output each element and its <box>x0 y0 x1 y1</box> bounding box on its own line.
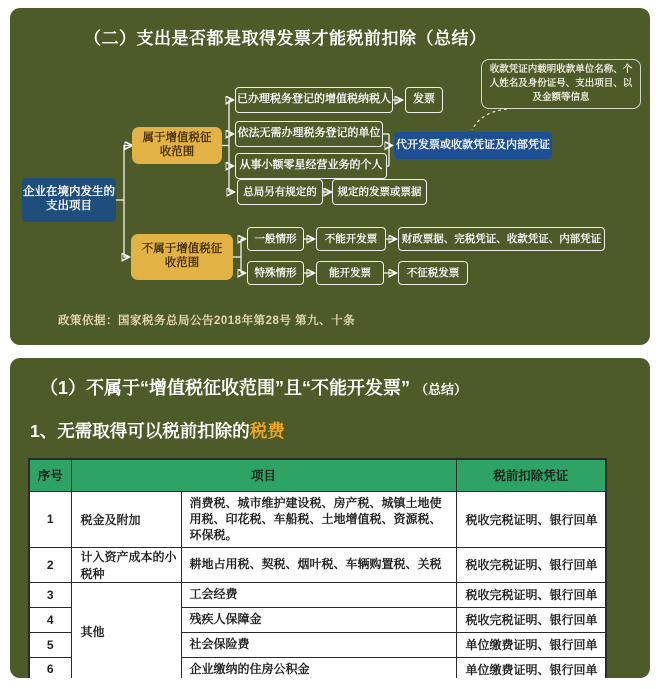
header-serial: 序号 <box>29 459 71 491</box>
receipt-note-callout: 收款凭证内载明收款单位名称、个人姓名及身份证号、支出项目、以及金额等信息 <box>481 59 641 109</box>
category-cell: 税金及附加 <box>71 491 181 547</box>
item-cell: 消费税、城市维护建设税、房产税、城镇土地使用税、印花税、车船税、土地增值税、资源税、环保税。 <box>181 491 456 547</box>
node-non-taxable-invoice: 不征税发票 <box>398 261 468 285</box>
header-project: 项目 <box>71 459 456 491</box>
policy-basis-note: 政策依据：国家税务总局公告2018年第28号 第九、十条 <box>58 315 356 327</box>
node-small-sporadic-individual: 从事小额零星经营业务的个人 <box>235 153 387 179</box>
node-general-case: 一般情形 <box>247 227 304 251</box>
tax-table-panel <box>10 358 650 678</box>
table-row <box>29 582 606 607</box>
table-section-title-suffix: （总结） <box>415 382 468 397</box>
node-no-registration-unit: 依法无需办理税务登记的单位 <box>235 121 383 147</box>
table-header-row <box>29 459 606 491</box>
node-domestic-expenditure: 企业在境内发生的支出项目 <box>22 178 116 222</box>
table-section-title <box>40 374 467 400</box>
row-number-cell: 2 <box>29 547 71 582</box>
item-cell: 残疾人保障金 <box>181 607 456 632</box>
flowchart-title: （二）支出是否都是取得发票才能税前扣除（总结） <box>84 29 487 48</box>
category-cell: 计入资产成本的小税种 <box>71 547 181 582</box>
table-section-title-main: （1）不属于“增值税征收范围”且“不能开发票” <box>40 378 411 398</box>
voucher-cell: 税收完税证明、银行回单 <box>456 491 606 547</box>
row-number-cell: 6 <box>29 657 71 678</box>
table-subtitle-highlight: 税费 <box>249 421 285 441</box>
item-cell: 企业缴纳的住房公积金 <box>181 657 456 678</box>
row-number-cell: 3 <box>29 582 71 607</box>
table-row <box>29 491 606 547</box>
row-number-cell: 4 <box>29 607 71 632</box>
node-special-case: 特殊情形 <box>247 261 304 285</box>
row-number-cell: 5 <box>29 632 71 657</box>
item-cell: 耕地占用税、契税、烟叶税、车辆购置税、关税 <box>181 547 456 582</box>
node-other-rules: 总局另有规定的 <box>237 179 323 205</box>
category-cell: 其他 <box>71 582 181 678</box>
node-specified-invoice: 规定的发票或票据 <box>332 179 427 205</box>
header-voucher: 税前扣除凭证 <box>456 459 606 491</box>
node-in-vat-scope: 属于增值税征收范围 <box>132 127 222 164</box>
voucher-cell: 单位缴费证明、银行回单 <box>456 657 606 678</box>
node-can-issue-invoice: 能开发票 <box>316 261 384 285</box>
deductible-tax-table <box>28 458 607 678</box>
table-subtitle-prefix: 1、无需取得可以税前扣除的 <box>30 421 250 441</box>
voucher-cell: 税收完税证明、银行回单 <box>456 547 606 582</box>
node-invoice: 发票 <box>405 87 443 113</box>
node-registered-taxpayer: 已办理税务登记的增值税纳税人 <box>235 87 393 113</box>
voucher-cell: 税收完税证明、银行回单 <box>456 607 606 632</box>
item-cell: 社会保险费 <box>181 632 456 657</box>
node-out-vat-scope: 不属于增值税征收范围 <box>131 234 233 280</box>
item-cell: 工会经费 <box>181 582 456 607</box>
row-number-cell: 1 <box>29 491 71 547</box>
table-row <box>29 547 606 582</box>
node-voucher-list: 财政票据、完税凭证、收款凭证、内部凭证 <box>398 227 605 251</box>
table-subtitle <box>30 418 285 443</box>
flowchart-panel <box>10 8 650 345</box>
node-agency-invoice-or-receipt: 代开发票或收款凭证及内部凭证 <box>394 132 552 159</box>
voucher-cell: 税收完税证明、银行回单 <box>456 582 606 607</box>
voucher-cell: 单位缴费证明、银行回单 <box>456 632 606 657</box>
node-cannot-issue-invoice: 不能开发票 <box>316 227 386 251</box>
